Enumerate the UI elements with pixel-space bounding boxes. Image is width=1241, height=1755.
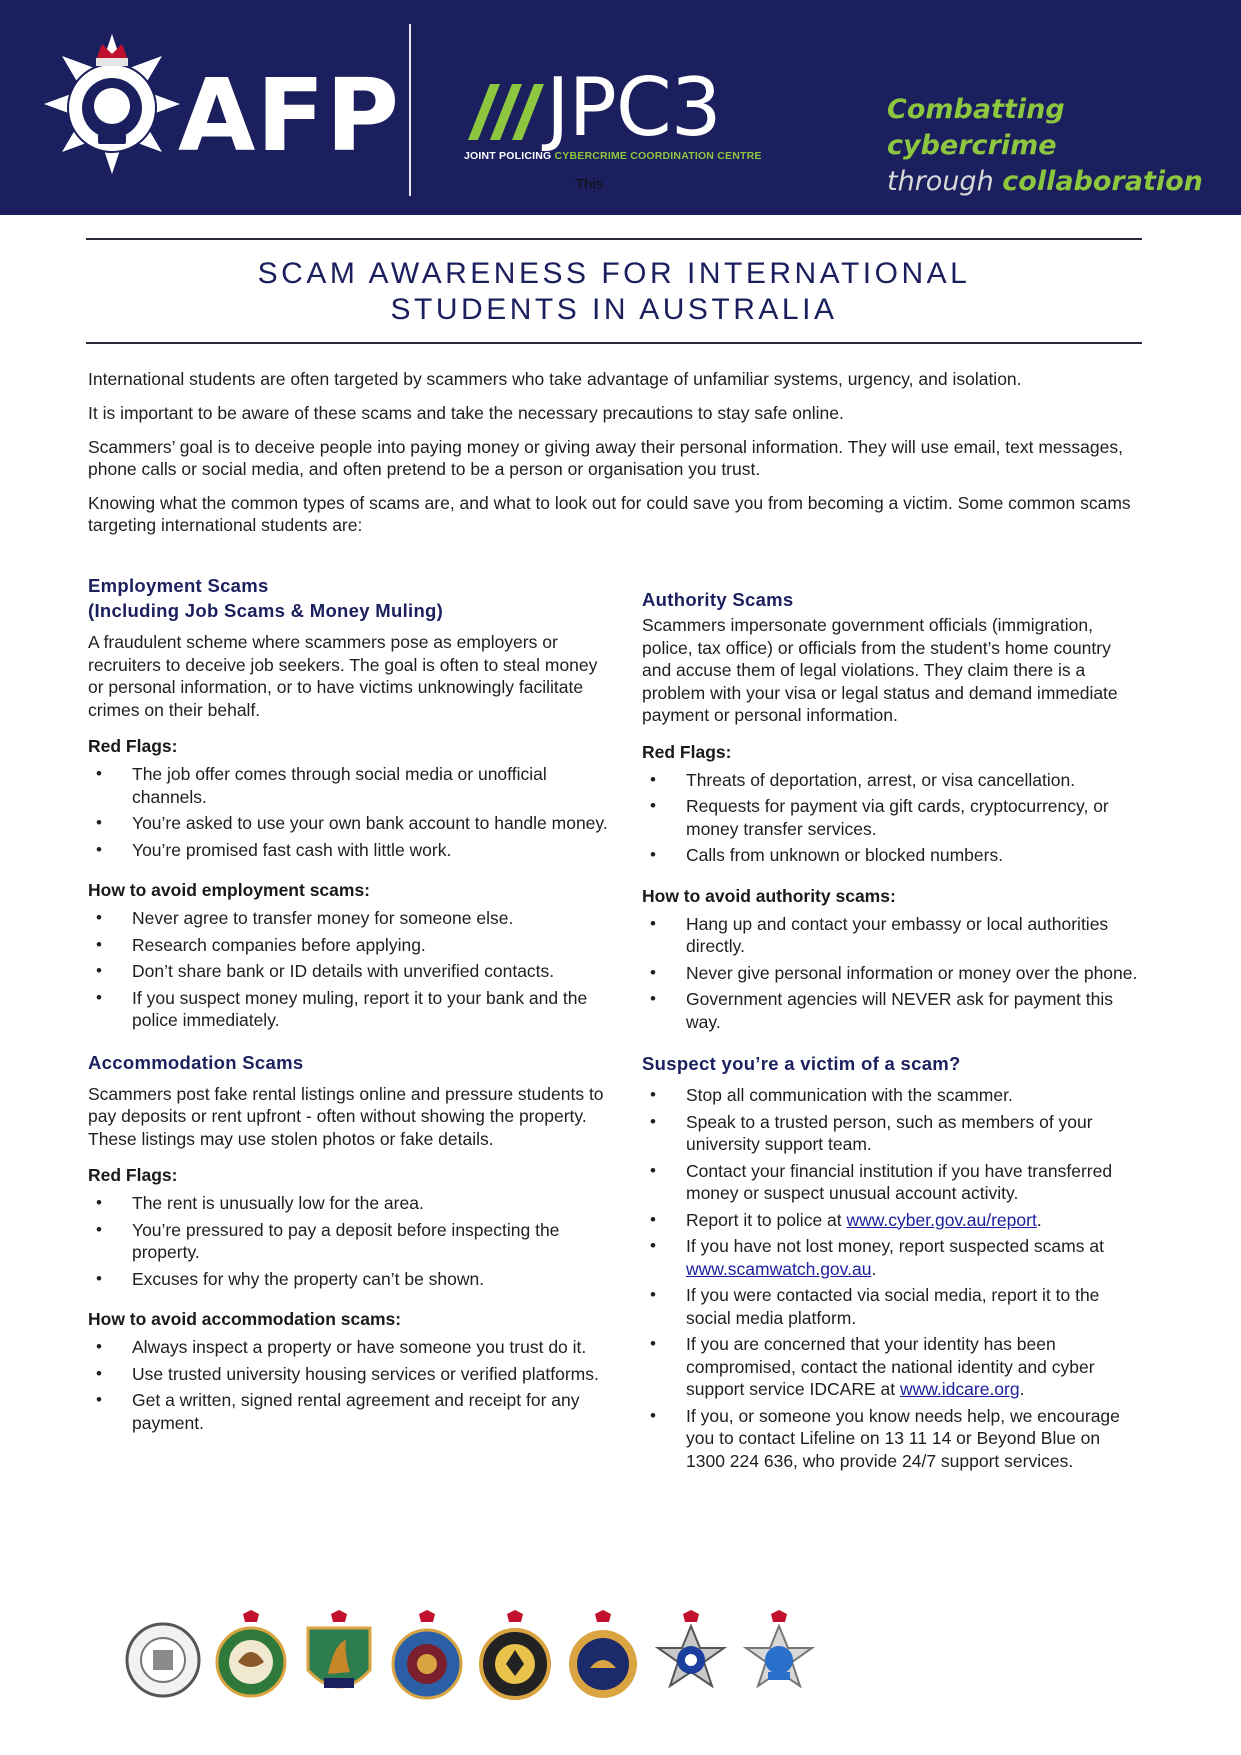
list-item-text: You’re promised fast cash with little work. — [132, 839, 452, 860]
tagline-through: through — [887, 166, 1003, 197]
wa-police-crest-icon — [740, 1610, 818, 1704]
bullet-icon: • — [96, 1219, 102, 1239]
intro-paragraph: It is important to be aware of these scams and take the necessary precautions to stay safe online. — [88, 403, 844, 423]
bullet-icon: • — [96, 987, 102, 1007]
bullet-icon: • — [650, 1334, 656, 1353]
accommodation-section — [88, 1050, 608, 1435]
bullet-icon: • — [650, 1236, 656, 1255]
cyber-report-link[interactable]: www.cyber.gov.au/report — [846, 1209, 1037, 1230]
list-item-text — [686, 1210, 1042, 1230]
scamwatch-link[interactable]: www.scamwatch.gov.au — [686, 1258, 872, 1279]
banner-divider — [409, 24, 411, 196]
employment-title-line-1: Employment Scams — [88, 575, 269, 596]
list-item — [642, 1284, 1142, 1329]
title-rule-bottom — [86, 342, 1142, 344]
afp-crest-icon — [38, 30, 186, 178]
employment-red-flags-list — [88, 763, 608, 861]
list-item-text: You’re pressured to pay a deposit before inspecting the property. — [132, 1219, 560, 1262]
list-item-text: You’re asked to use your own bank account to handle money. — [132, 813, 608, 833]
list-item — [642, 962, 1142, 985]
list-item-text: Get a written, signed rental agreement and receipt for any payment. — [132, 1390, 580, 1433]
list-item — [88, 987, 608, 1032]
list-item-text: Requests for payment via gift cards, cryptocurrency, or money transfer services. — [686, 796, 1109, 839]
bullet-icon: • — [96, 764, 102, 783]
footer-crests — [124, 1610, 804, 1710]
accommodation-avoid-list — [88, 1336, 608, 1434]
tagline — [887, 92, 1207, 200]
bullet-icon: • — [96, 1268, 102, 1288]
list-item — [88, 812, 608, 835]
list-item — [642, 988, 1142, 1033]
bullet-icon: • — [96, 934, 102, 954]
tagline-collaboration: collaboration — [1002, 166, 1203, 197]
nt-kangaroo-police-crest-icon — [300, 1610, 378, 1704]
bullet-icon: • — [650, 989, 656, 1008]
list-item — [642, 1405, 1142, 1473]
jpc3-subtitle-white: JOINT POLICING — [464, 150, 555, 162]
authority-section — [642, 587, 1142, 1033]
idcare-text-end: . — [1019, 1379, 1025, 1399]
bullet-icon: • — [650, 1209, 656, 1229]
list-item-text: Use trusted university housing services or verified platforms. — [132, 1363, 599, 1384]
bullet-icon: • — [96, 1337, 102, 1356]
bullet-icon: • — [96, 908, 102, 927]
list-item-text: Stop all communication with the scammer. — [686, 1085, 1013, 1105]
list-item — [88, 839, 608, 862]
list-item — [88, 1192, 608, 1215]
idcare-text: If you are concerned that your identity has been compromised, contact the national identity and cyber support service IDCARE at — [686, 1334, 1095, 1399]
intro-paragraph: International students are often targeted by scammers who take advantage of unfamiliar systems, urgency, and isolation. — [88, 369, 1022, 389]
list-item — [642, 1209, 1142, 1232]
accommodation-title: Accommodation Scams — [88, 1051, 304, 1073]
authority-avoid-list — [642, 913, 1142, 1034]
accommodation-red-flags-heading: Red Flags: — [88, 1165, 178, 1185]
list-item — [88, 1219, 608, 1264]
bullet-icon: • — [96, 1193, 102, 1212]
bullet-icon: • — [650, 1405, 656, 1425]
list-item-text: Government agencies will NEVER ask for payment this way. — [686, 989, 1113, 1032]
list-item-text: If you, or someone you know needs help, we encourage you to contact Lifeline on 13 11 14 or Beyond Blue on 1300 224 636, who provide 24/7 support services. — [686, 1405, 1120, 1471]
list-item-text: The job offer comes through social media or unofficial channels. — [132, 764, 547, 807]
right-column — [642, 587, 1142, 1490]
list-item-text: Don’t share bank or ID details with unverified contacts. — [132, 961, 555, 981]
bullet-icon: • — [650, 1111, 656, 1131]
scamwatch-text: If you have not lost money, report suspected scams at — [686, 1236, 1104, 1256]
tagline-line-2 — [887, 164, 1207, 200]
list-item-text — [686, 1236, 1104, 1279]
list-item — [88, 1268, 608, 1291]
nt-police-crest-icon — [212, 1610, 290, 1704]
list-item-text: If you suspect money muling, report it to your bank and the police immediately. — [132, 987, 588, 1030]
intro-paragraph: Knowing what the common types of scams are, and what to look out for could save you from becoming a victim. Some common scams targeting international students are: — [88, 493, 1131, 535]
bullet-icon: • — [96, 813, 102, 832]
bullet-icon: • — [650, 1160, 656, 1180]
list-item-text: If you were contacted via social media, report it to the social media platform. — [686, 1285, 1100, 1328]
list-item — [642, 795, 1142, 840]
list-item — [642, 1333, 1142, 1401]
bullet-icon: • — [650, 796, 656, 815]
bullet-icon: • — [650, 962, 656, 982]
bullet-icon: • — [96, 1363, 102, 1383]
title-rule-top — [86, 238, 1142, 240]
list-item — [642, 913, 1142, 958]
bullet-icon: • — [650, 913, 656, 933]
victim-title: Suspect you’re a victim of a scam? — [642, 1053, 961, 1074]
list-item-text: Speak to a trusted person, such as members of your university support team. — [686, 1111, 1093, 1154]
employment-title — [88, 573, 608, 623]
sa-police-crest-icon — [476, 1610, 554, 1704]
victim-section — [642, 1051, 1142, 1472]
bullet-icon: • — [96, 961, 102, 980]
bullet-icon: • — [650, 845, 656, 864]
acic-crest-icon — [124, 1610, 202, 1704]
bullet-icon: • — [96, 1390, 102, 1409]
authority-description: Scammers impersonate government officials (immigration, police, tax office) or officials from the student’s home country and accuse them of legal violations. They claim there is a problem with your visa or legal status and demand immediate payment or personal information. — [642, 615, 1118, 725]
victim-list — [642, 1084, 1142, 1472]
bullet-icon: • — [650, 1285, 656, 1304]
employment-title-line-2: (Including Job Scams & Money Muling) — [88, 600, 444, 621]
list-item-text: Excuses for why the property can’t be shown. — [132, 1268, 485, 1289]
bullet-icon: • — [650, 769, 656, 789]
idcare-link[interactable]: www.idcare.org — [899, 1379, 1020, 1399]
jpc3-subtitle-green: CYBERCRIME COORDINATION CENTRE — [554, 150, 762, 162]
intro-paragraph: Scammers’ goal is to deceive people into paying money or giving away their personal information. They will use email, text messages, phone calls or social media, and often pretend to be a person or organisation you trust. — [88, 437, 1123, 479]
list-item — [642, 769, 1142, 792]
page-title-line-1: SCAM AWARENESS FOR INTERNATIONAL — [257, 257, 971, 290]
list-item-text: The rent is unusually low for the area. — [132, 1193, 424, 1213]
list-item-text: Contact your financial institution if you have transferred money or suspect unusual account activity. — [686, 1160, 1113, 1203]
intro-section — [88, 368, 1143, 548]
list-item — [642, 844, 1142, 867]
list-item-text: Hang up and contact your embassy or local authorities directly. — [686, 913, 1109, 956]
accommodation-description: Scammers post fake rental listings online and pressure students to pay deposits or rent upfront - often without showing the property. These listings may use stolen photos or fake details. — [88, 1083, 604, 1149]
list-item — [642, 1084, 1142, 1107]
list-item — [88, 907, 608, 930]
employment-avoid-heading: How to avoid employment scams: — [88, 880, 371, 900]
page-title — [86, 256, 1142, 328]
afp-logo-text: AFP — [178, 57, 400, 174]
scamwatch-text-end: . — [871, 1258, 877, 1279]
list-item — [88, 960, 608, 983]
list-item — [642, 1235, 1142, 1280]
queensland-police-crest-icon — [388, 1610, 466, 1704]
list-item — [88, 1389, 608, 1434]
list-item-text: Threats of deportation, arrest, or visa cancellation. — [686, 769, 1076, 790]
authority-red-flags-heading: Red Flags: — [642, 741, 732, 762]
authority-title: Authority Scams — [642, 589, 794, 610]
tagline-line-1: Combatting cybercrime — [887, 94, 1065, 161]
page-title-line-2: STUDENTS IN AUSTRALIA — [390, 293, 838, 326]
list-item — [642, 1160, 1142, 1205]
employment-red-flags-heading: Red Flags: — [88, 736, 178, 756]
list-item-text: Never give personal information or money over the phone. — [686, 962, 1138, 983]
jpc3-slashes-icon — [468, 84, 548, 140]
list-item — [88, 1336, 608, 1359]
list-item-text: Always inspect a property or have someone you trust do it. — [132, 1337, 587, 1357]
report-text: Report it to police at — [686, 1209, 847, 1230]
employment-description: A fraudulent scheme where scammers pose as employers or recruiters to deceive job seekers. The goal is often to steal money or personal information, or to have victims unknowingly facilitate crimes on their behalf. — [88, 632, 598, 720]
list-item-text — [686, 1334, 1095, 1399]
header-banner — [0, 0, 1241, 215]
list-item-text: Calls from unknown or blocked numbers. — [686, 845, 1004, 865]
jpc3-logo-text: JPC3 — [546, 61, 721, 154]
employment-section — [88, 573, 608, 1032]
bullet-icon: • — [650, 1085, 656, 1104]
list-item-text: Research companies before applying. — [132, 934, 426, 955]
stray-text: This — [575, 176, 604, 193]
list-item — [642, 1111, 1142, 1156]
left-column — [88, 573, 608, 1452]
list-item — [88, 1363, 608, 1386]
authority-red-flags-list — [642, 769, 1142, 867]
list-item-text: Never agree to transfer money for someone else. — [132, 908, 514, 928]
report-text-end: . — [1036, 1209, 1042, 1230]
jpc3-subtitle — [464, 150, 762, 162]
bullet-icon: • — [96, 839, 102, 859]
tasmania-police-crest-icon — [564, 1610, 642, 1704]
employment-avoid-list — [88, 907, 608, 1032]
list-item — [88, 763, 608, 808]
victoria-police-crest-icon — [652, 1610, 730, 1704]
accommodation-avoid-heading: How to avoid accommodation scams: — [88, 1309, 402, 1329]
accommodation-red-flags-list — [88, 1192, 608, 1290]
authority-avoid-heading: How to avoid authority scams: — [642, 885, 896, 906]
list-item — [88, 934, 608, 957]
